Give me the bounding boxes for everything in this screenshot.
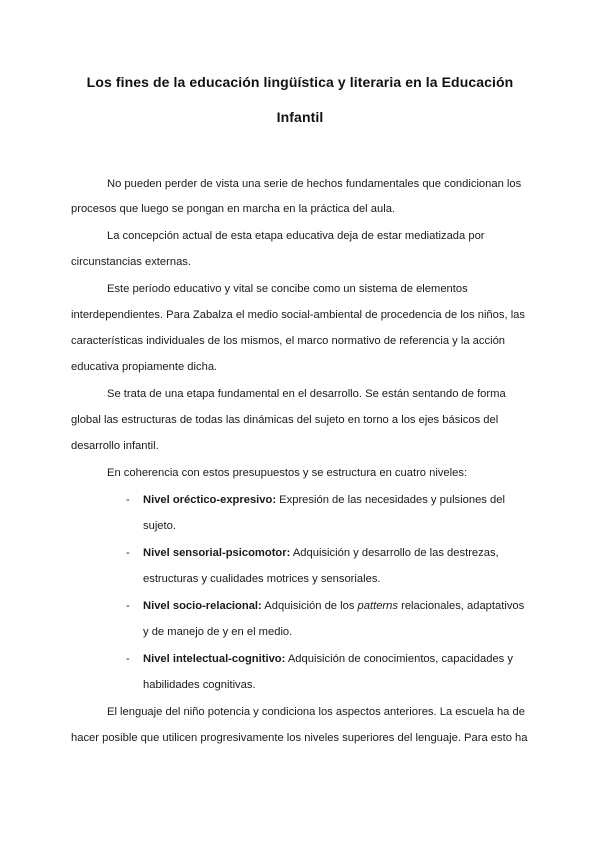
paragraph-2-line-2: circunstancias externas.	[71, 256, 192, 268]
level-4-term: Nivel intelectual-cognitivo:	[143, 653, 286, 665]
level-2-term: Nivel sensorial-psicomotor:	[143, 547, 291, 559]
level-3-term: Nivel socio-relacional:	[143, 600, 262, 612]
bullet-dash-icon: -	[126, 600, 130, 612]
paragraph-4-line-3: desarrollo infantil.	[71, 440, 159, 452]
paragraph-2-line-1: La concepción actual de esta etapa educativa deja de estar mediatizada por	[107, 230, 485, 242]
level-2-line-2: estructuras y cualidades motrices y sensoriales.	[143, 573, 381, 585]
level-2-line-1	[143, 547, 499, 559]
level-3-line-2: y de manejo de y en el medio.	[143, 626, 293, 638]
level-1-text: Expresión de las necesidades y pulsiones del	[276, 494, 505, 506]
paragraph-1-line-2: procesos que luego se pongan en marcha en la práctica del aula.	[71, 203, 396, 215]
bullet-dash-icon: -	[126, 547, 130, 559]
level-4-text: Adquisición de conocimientos, capacidades y	[285, 653, 513, 665]
paragraph-3-line-4: educativa propiamente dicha.	[71, 361, 218, 373]
paragraph-1-line-1: No pueden perder de vista una serie de hechos fundamentales que condicionan los	[107, 178, 522, 190]
level-1-line-1	[143, 494, 505, 506]
level-3-line-1	[143, 600, 524, 612]
document-title-line-1: Los fines de la educación lingüística y literaria en la Educación	[86, 74, 514, 90]
level-3-italic-term: patterns	[357, 600, 398, 612]
level-3-text-before: Adquisición de los	[261, 600, 358, 612]
level-4-line-2: habilidades cognitivas.	[143, 679, 256, 691]
paragraph-4-line-2: global las estructuras de todas las dinámicas del sujeto en torno a los ejes básicos del	[71, 414, 499, 426]
level-1-term: Nivel oréctico-expresivo:	[143, 494, 277, 506]
paragraph-5-line-1: En coherencia con estos presupuestos y se estructura en cuatro niveles:	[107, 467, 468, 479]
level-4-line-1	[143, 653, 513, 665]
paragraph-3-line-2: interdependientes. Para Zabalza el medio social-ambiental de procedencia de los niños, las	[71, 309, 525, 321]
paragraph-3-line-1: Este período educativo y vital se concibe como un sistema de elementos	[107, 283, 468, 295]
bullet-dash-icon: -	[126, 653, 130, 665]
bullet-dash-icon: -	[126, 494, 130, 506]
paragraph-3-line-3: características individuales de los mismos, el marco normativo de referencia y la acción	[71, 335, 506, 347]
level-2-text: Adquisición y desarrollo de las destrezas,	[290, 547, 499, 559]
paragraph-6-line-1: El lenguaje del niño potencia y condiciona los aspectos anteriores. La escuela ha de	[107, 706, 525, 718]
level-3-text-after: relacionales, adaptativos	[397, 600, 525, 612]
paragraph-4-line-1: Se trata de una etapa fundamental en el desarrollo. Se están sentando de forma	[107, 388, 506, 400]
document-title-line-2: Infantil	[276, 109, 324, 125]
paragraph-6-line-2: hacer posible que utilicen progresivamente los niveles superiores del lenguaje. Para esto ha	[71, 732, 528, 744]
level-1-line-2: sujeto.	[143, 520, 176, 532]
